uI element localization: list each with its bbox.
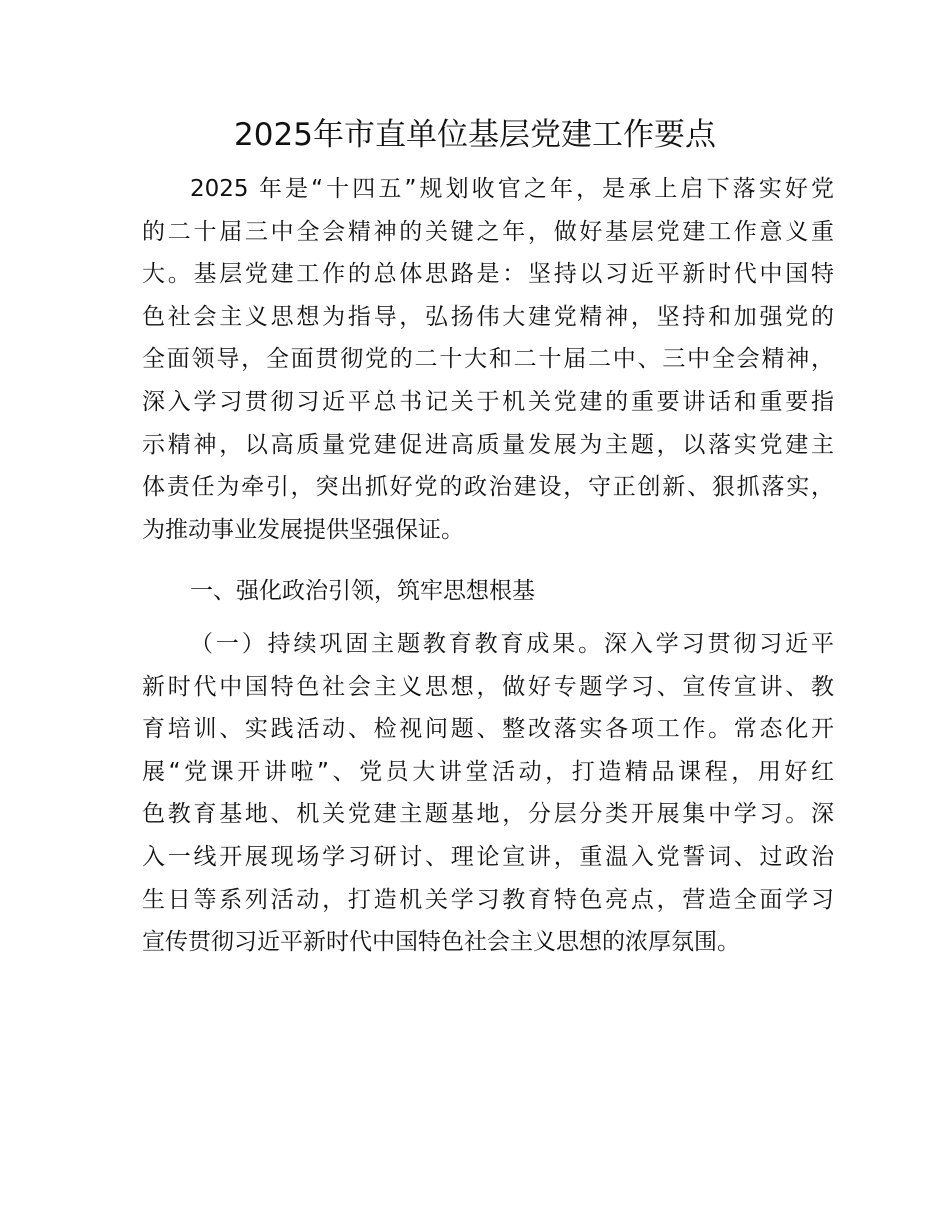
paragraph-line: 色社会主义思想为指导，弘扬伟大建党精神，坚持和加强党的 [142,303,834,330]
document-title: 2025年市直单位基层党建工作要点 [234,117,716,153]
paragraph-line: 入一线开展现场学习研讨、理论宣讲，重温入党誓词、过政治 [142,843,834,870]
paragraph-line: 深入学习贯彻习近平总书记关于机关党建的重要讲话和重要指 [142,388,834,415]
section-heading-text: 一、强化政治引领，筑牢思想根基 [190,578,535,604]
paragraph-line: 色教育基地、机关党建主题基地，分层分类开展集中学习。深 [142,801,834,828]
paragraph-line: 宣传贯彻习近平新时代中国特色社会主义思想的浓厚氛围。 [142,929,740,956]
section-heading [142,570,834,613]
paragraph-line: 新时代中国特色社会主义思想，做好专题学习、宣传宣讲、教 [142,673,834,700]
paragraph-line: 体责任为牵引，突出抓好党的政治建设，守正创新、狠抓落实， [142,474,834,501]
paragraph-line: 展“党课开讲啦”、党员大讲堂活动，打造精品课程，用好红 [142,758,834,785]
paragraph-line: 的二十届三中全会精神的关键之年，做好基层党建工作意义重 [142,218,834,245]
paragraph-line: 生日等系列活动，打造机关学习教育特色亮点，营造全面学习 [142,886,834,913]
paragraph-line: 大。基层党建工作的总体思路是：坚持以习近平新时代中国特 [142,261,834,288]
intro-paragraph [142,168,834,551]
paragraph-line: 为推动事业发展提供坚强保证。 [142,516,464,543]
paragraph-line: （一）持续巩固主题教育教育成果。深入学习贯彻习近平 [190,631,834,657]
paragraph-line: 育培训、实践活动、检视问题、整改落实各项工作。常态化开 [142,716,834,743]
paragraph-line: 全面领导，全面贯彻党的二十大和二十届二中、三中全会精神， [142,346,834,373]
paragraph-line: 2025 年是“十四五”规划收官之年，是承上启下落实好党 [190,176,834,202]
paragraph-line: 示精神，以高质量党建促进高质量发展为主题，以落实党建主 [142,431,834,458]
subsection-paragraph [142,623,834,964]
